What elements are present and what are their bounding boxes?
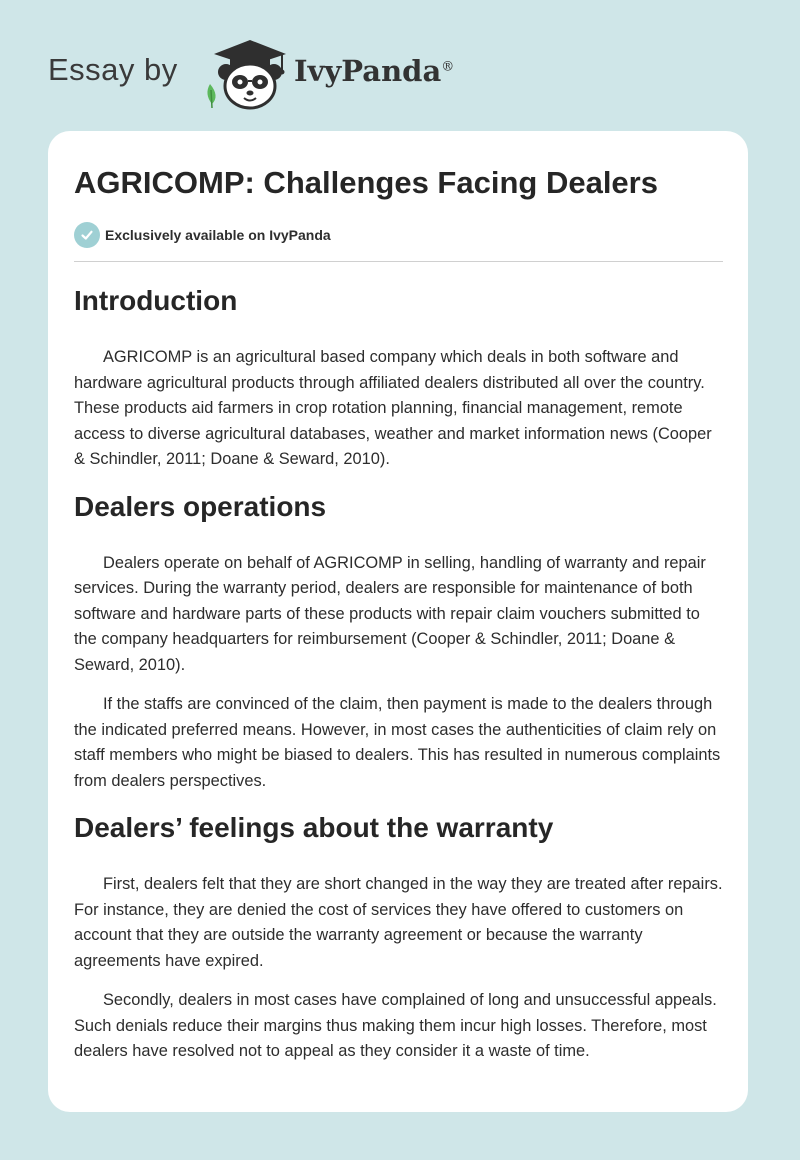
section-heading: Dealers operations <box>74 490 327 522</box>
section-introduction <box>74 281 724 473</box>
exclusive-badge <box>74 222 331 248</box>
paragraph: Secondly, dealers in most cases have complained of long and unsuccessful appeals. Such denials reduce their margins thus making them incur high losses. Therefore, most dealers have resolved not to appeal as they consider it a waste of time. <box>74 991 717 1060</box>
section-heading: Dealers’ feelings about the warranty <box>74 812 554 843</box>
divider <box>74 261 723 262</box>
section-dealers-operations <box>74 487 724 795</box>
section-heading: Introduction <box>74 285 238 316</box>
section-dealers-feelings <box>74 808 724 1065</box>
brand-name[interactable]: IvyPanda® <box>294 54 455 88</box>
paragraph: If the staffs are convinced of the claim, then payment is made to the dealers through the indicated preferred means. However, in most cases the authenticities of claim rely on staff members who might be biased to dealers. This has resulted in numerous complaints from dealers perspectives. <box>74 695 721 790</box>
check-icon <box>74 222 100 248</box>
panda-graduate-icon <box>202 34 292 110</box>
brand-header <box>48 30 508 110</box>
paragraph: First, dealers felt that they are short changed in the way they are treated after repairs. For instance, they are denied the cost of services they have offered to customers on account that they are outside the warranty agreement or because the warranty agreements have expired. <box>74 875 723 970</box>
essay-title: AGRICOMP: Challenges Facing Dealers <box>74 165 658 200</box>
exclusive-label: Exclusively available on IvyPanda <box>105 227 331 243</box>
paragraph: AGRICOMP is an agricultural based company which deals in both software and hardware agricultural products through affiliated dealers distributed all over the country. These products aid farmers in crop rotation planning, financial management, remote access to diverse agricultural databases, weather and market information news (Cooper & Schindler, 2011; Doane & Seward, 2010). <box>74 348 712 468</box>
paragraph: Dealers operate on behalf of AGRICOMP in selling, handling of warranty and repair services. During the warranty period, dealers are responsible for maintenance of both software and hardware parts of these products with repair claim vouchers submitted to the company headquarters for reimbursement (Cooper & Schindler, 2011; Doane & Seward, 2010). <box>74 553 706 674</box>
essay-body <box>74 281 724 1079</box>
essay-card <box>48 131 748 1112</box>
brand-prefix: Essay by <box>48 52 178 87</box>
